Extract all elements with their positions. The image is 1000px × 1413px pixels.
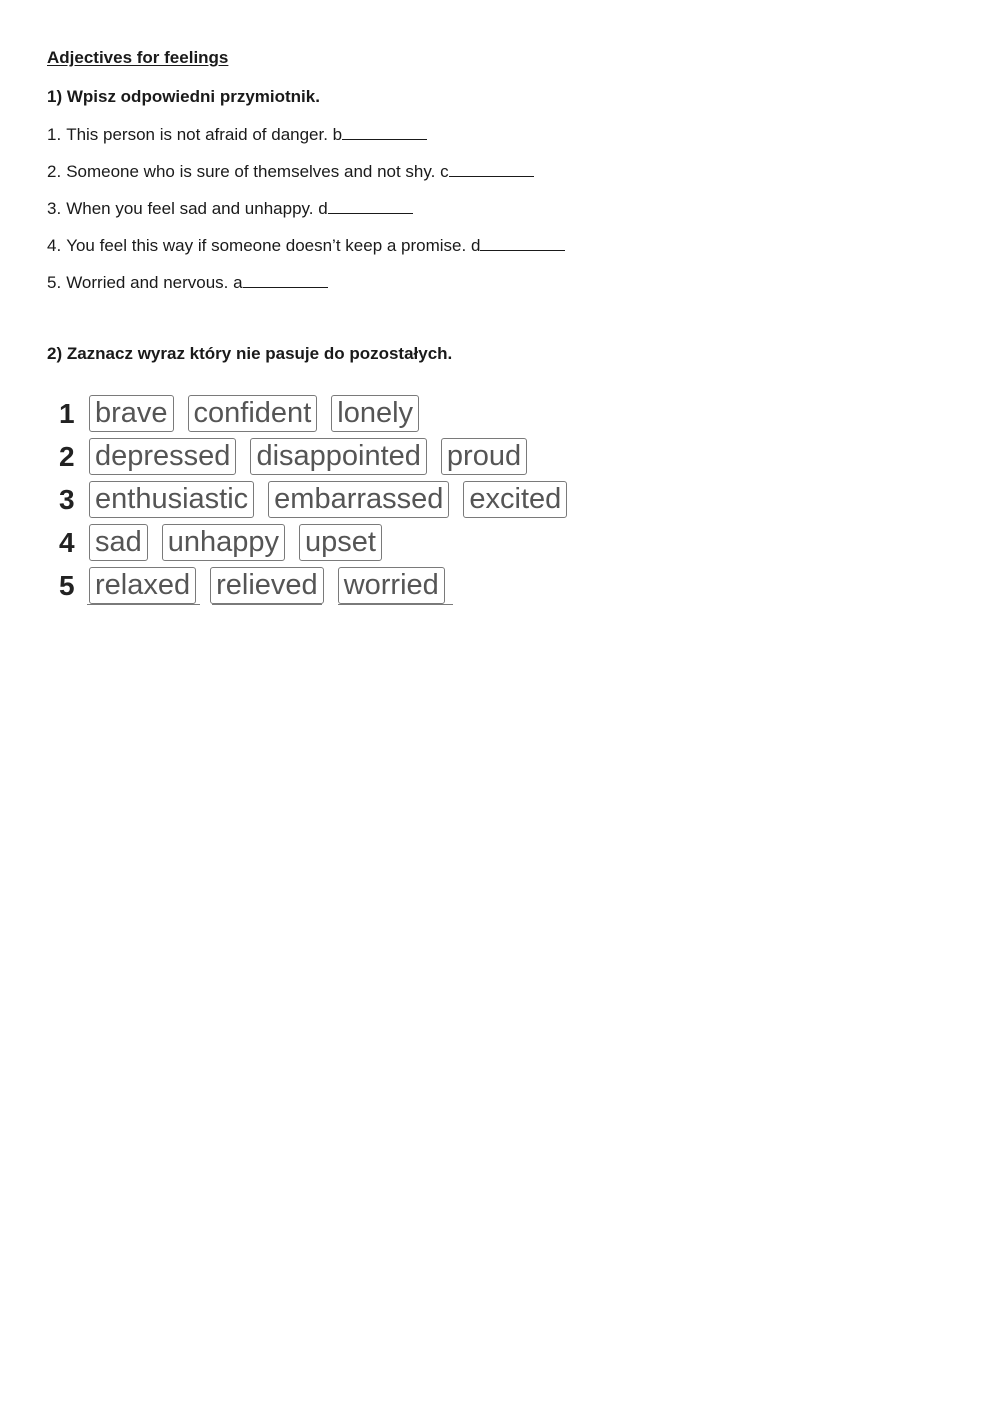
question-item	[47, 159, 565, 196]
word-option[interactable]: relaxed	[89, 567, 196, 604]
word-option[interactable]: confident	[188, 395, 318, 432]
question-number: 4.	[47, 236, 62, 255]
answer-blank[interactable]	[480, 233, 565, 251]
question-item	[47, 233, 565, 270]
question-text: Someone who is sure of themselves and not shy. c	[66, 162, 449, 181]
answer-blank[interactable]	[449, 159, 534, 177]
question-text: Worried and nervous. a	[66, 273, 243, 292]
cropped-box-edge	[87, 604, 200, 608]
word-option[interactable]: embarrassed	[268, 481, 449, 518]
answer-blank[interactable]	[243, 270, 328, 288]
fill-in-question-list	[47, 122, 565, 307]
odd-one-out-row	[57, 435, 581, 478]
word-option[interactable]: proud	[441, 438, 527, 475]
question-number: 3.	[47, 199, 62, 218]
word-option[interactable]: lonely	[331, 395, 419, 432]
row-number: 2	[59, 440, 75, 472]
odd-one-out-list	[57, 392, 581, 607]
row-number: 5	[59, 569, 75, 601]
question-text: When you feel sad and unhappy. d	[66, 199, 328, 218]
question-number: 1.	[47, 125, 62, 144]
row-number: 4	[59, 526, 75, 558]
word-option[interactable]: upset	[299, 524, 382, 561]
question-item	[47, 122, 565, 159]
question-item	[47, 196, 565, 233]
page-title: Adjectives for feelings	[47, 48, 229, 67]
word-option[interactable]: excited	[463, 481, 567, 518]
cropped-box-edge	[212, 604, 322, 608]
odd-one-out-row	[57, 392, 581, 435]
question-item	[47, 270, 565, 307]
section-1-heading: 1) Wpisz odpowiedni przymiotnik.	[47, 87, 320, 106]
answer-blank[interactable]	[328, 196, 413, 214]
question-number: 2.	[47, 162, 62, 181]
word-option[interactable]: unhappy	[162, 524, 285, 561]
word-option[interactable]: sad	[89, 524, 148, 561]
cropped-box-edge	[338, 604, 453, 608]
question-text: This person is not afraid of danger. b	[66, 125, 343, 144]
word-option[interactable]: worried	[338, 567, 445, 604]
cropped-row-edge	[87, 604, 453, 608]
row-number: 1	[59, 397, 75, 429]
word-option[interactable]: enthusiastic	[89, 481, 254, 518]
odd-one-out-row	[57, 478, 581, 521]
answer-blank[interactable]	[342, 122, 427, 140]
odd-one-out-row	[57, 564, 581, 607]
question-text: You feel this way if someone doesn’t keep a promise. d	[66, 236, 481, 255]
word-option[interactable]: brave	[89, 395, 174, 432]
question-number: 5.	[47, 273, 62, 292]
word-option[interactable]: depressed	[89, 438, 236, 475]
section-2-heading: 2) Zaznacz wyraz który nie pasuje do pozostałych.	[47, 344, 453, 363]
word-option[interactable]: disappointed	[250, 438, 426, 475]
word-option[interactable]: relieved	[210, 567, 324, 604]
odd-one-out-row	[57, 521, 581, 564]
row-number: 3	[59, 483, 75, 515]
